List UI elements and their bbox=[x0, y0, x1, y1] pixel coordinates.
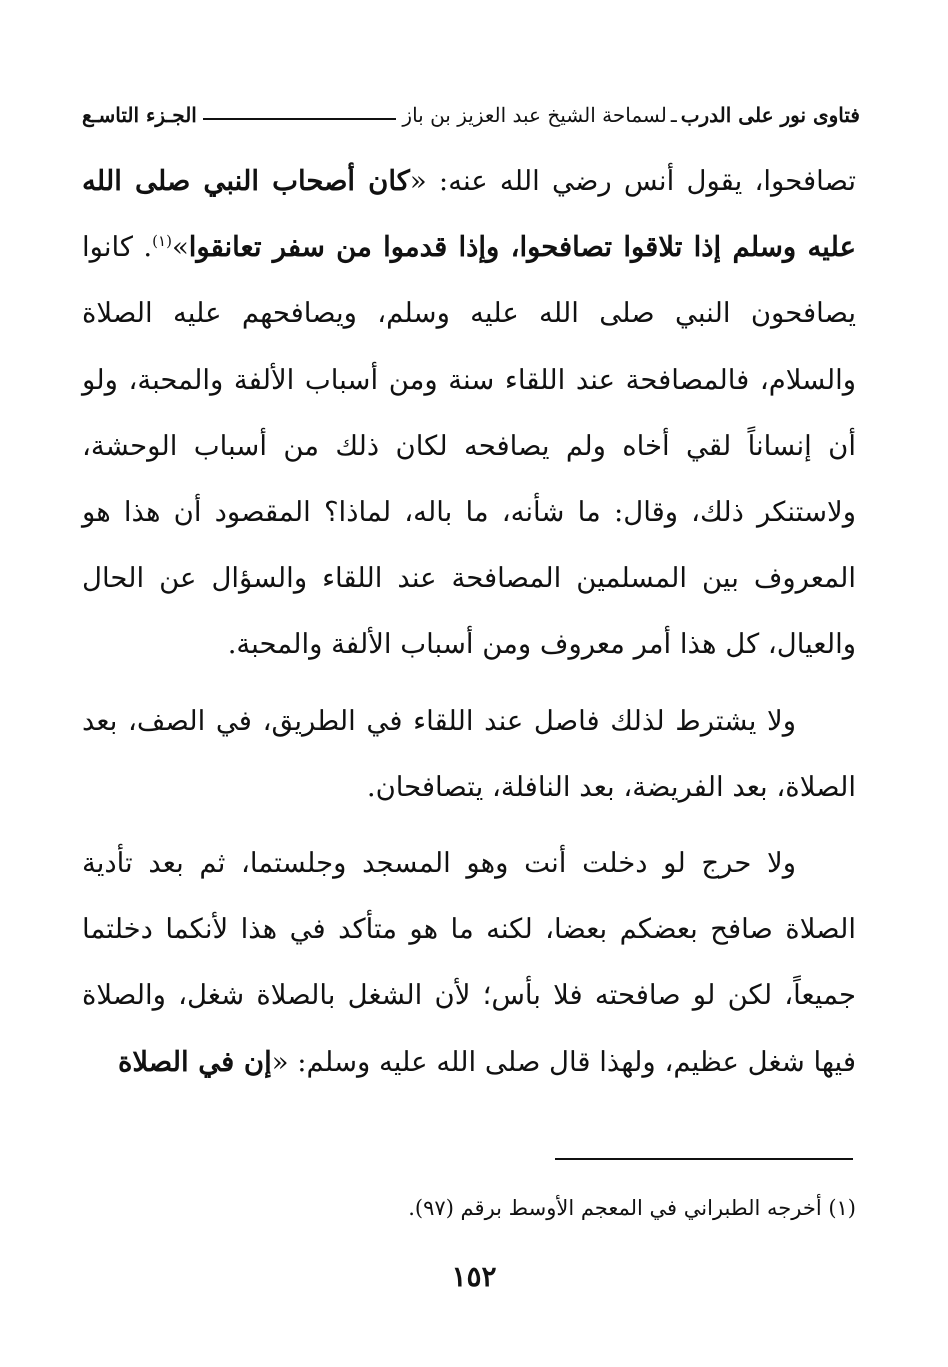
text-run: ولا يشترط لذلك فاصل عند اللقاء في الطريق، في الصف، بعد الصلاة، بعد الفريضة، بعد النافلة، يتصافحان. bbox=[82, 704, 856, 803]
footnote-rule bbox=[555, 1158, 853, 1160]
text-run: ولا حرج لو دخلت أنت وهو المسجد وجلستما، ثم بعد تأدية الصلاة صافح بعضكم بعضا، لكنه ما هو متأكد في هذا لأنكما دخلتما جميعاً، لكن لو صافحته فلا بأس؛ لأن الشغل بالصلاة شغل، والصلاة فيها شغل عظيم، ولهذا قال صلى الله عليه وسلم: « bbox=[82, 847, 856, 1078]
page-number: ١٥٢ bbox=[451, 1260, 497, 1293]
paragraph-2 bbox=[82, 688, 856, 820]
header-separator: ـ bbox=[670, 103, 677, 127]
text-run: » bbox=[171, 231, 189, 264]
hadith-quote: إن في الصلاة bbox=[117, 1045, 272, 1078]
volume-label: الجـزء التاسـع bbox=[82, 103, 197, 127]
main-text bbox=[82, 148, 856, 1095]
footnote-marker: (١) bbox=[152, 232, 172, 251]
footnote: (١) أخرجه الطبراني في المعجم الأوسط برقم (٩٧). bbox=[408, 1196, 856, 1220]
paragraph-1 bbox=[82, 148, 856, 678]
header-rule bbox=[203, 118, 397, 120]
text-run: تصافحوا، يقول أنس رضي الله عنه: « bbox=[409, 165, 856, 197]
book-title: فتاوى نور على الدرب bbox=[680, 103, 860, 127]
author-name: لسماحة الشيخ عبد العزيز بن باز bbox=[402, 103, 667, 127]
text-run: . كانوا يصافحون النبي صلى الله عليه وسلم، ويصافحهم عليه الصلاة والسلام، فالمصافحة عند اللقاء سنة ومن أسباب الألفة والمحبة، ولو أن إنساناً لقي أخاه ولم يصافحه لكان ذلك من أسباب الوحشة، ولاستنكر ذلك، وقال: ما شأنه، ما باله، لماذا؟ المقصود أن هذا هو المعروف بين المسلمين المصافحة عند اللقاء والسؤال عن الحال والعيال، كل هذا أمر معروف ومن أسباب الألفة والمحبة. bbox=[82, 231, 856, 661]
hadith-quote: كان أصحاب النبي صلى الله عليه وسلم إذا تلاقوا تصافحوا، وإذا قدموا من سفر تعانقوا bbox=[82, 165, 856, 264]
paragraph-3 bbox=[82, 830, 856, 1095]
running-header bbox=[82, 92, 860, 138]
